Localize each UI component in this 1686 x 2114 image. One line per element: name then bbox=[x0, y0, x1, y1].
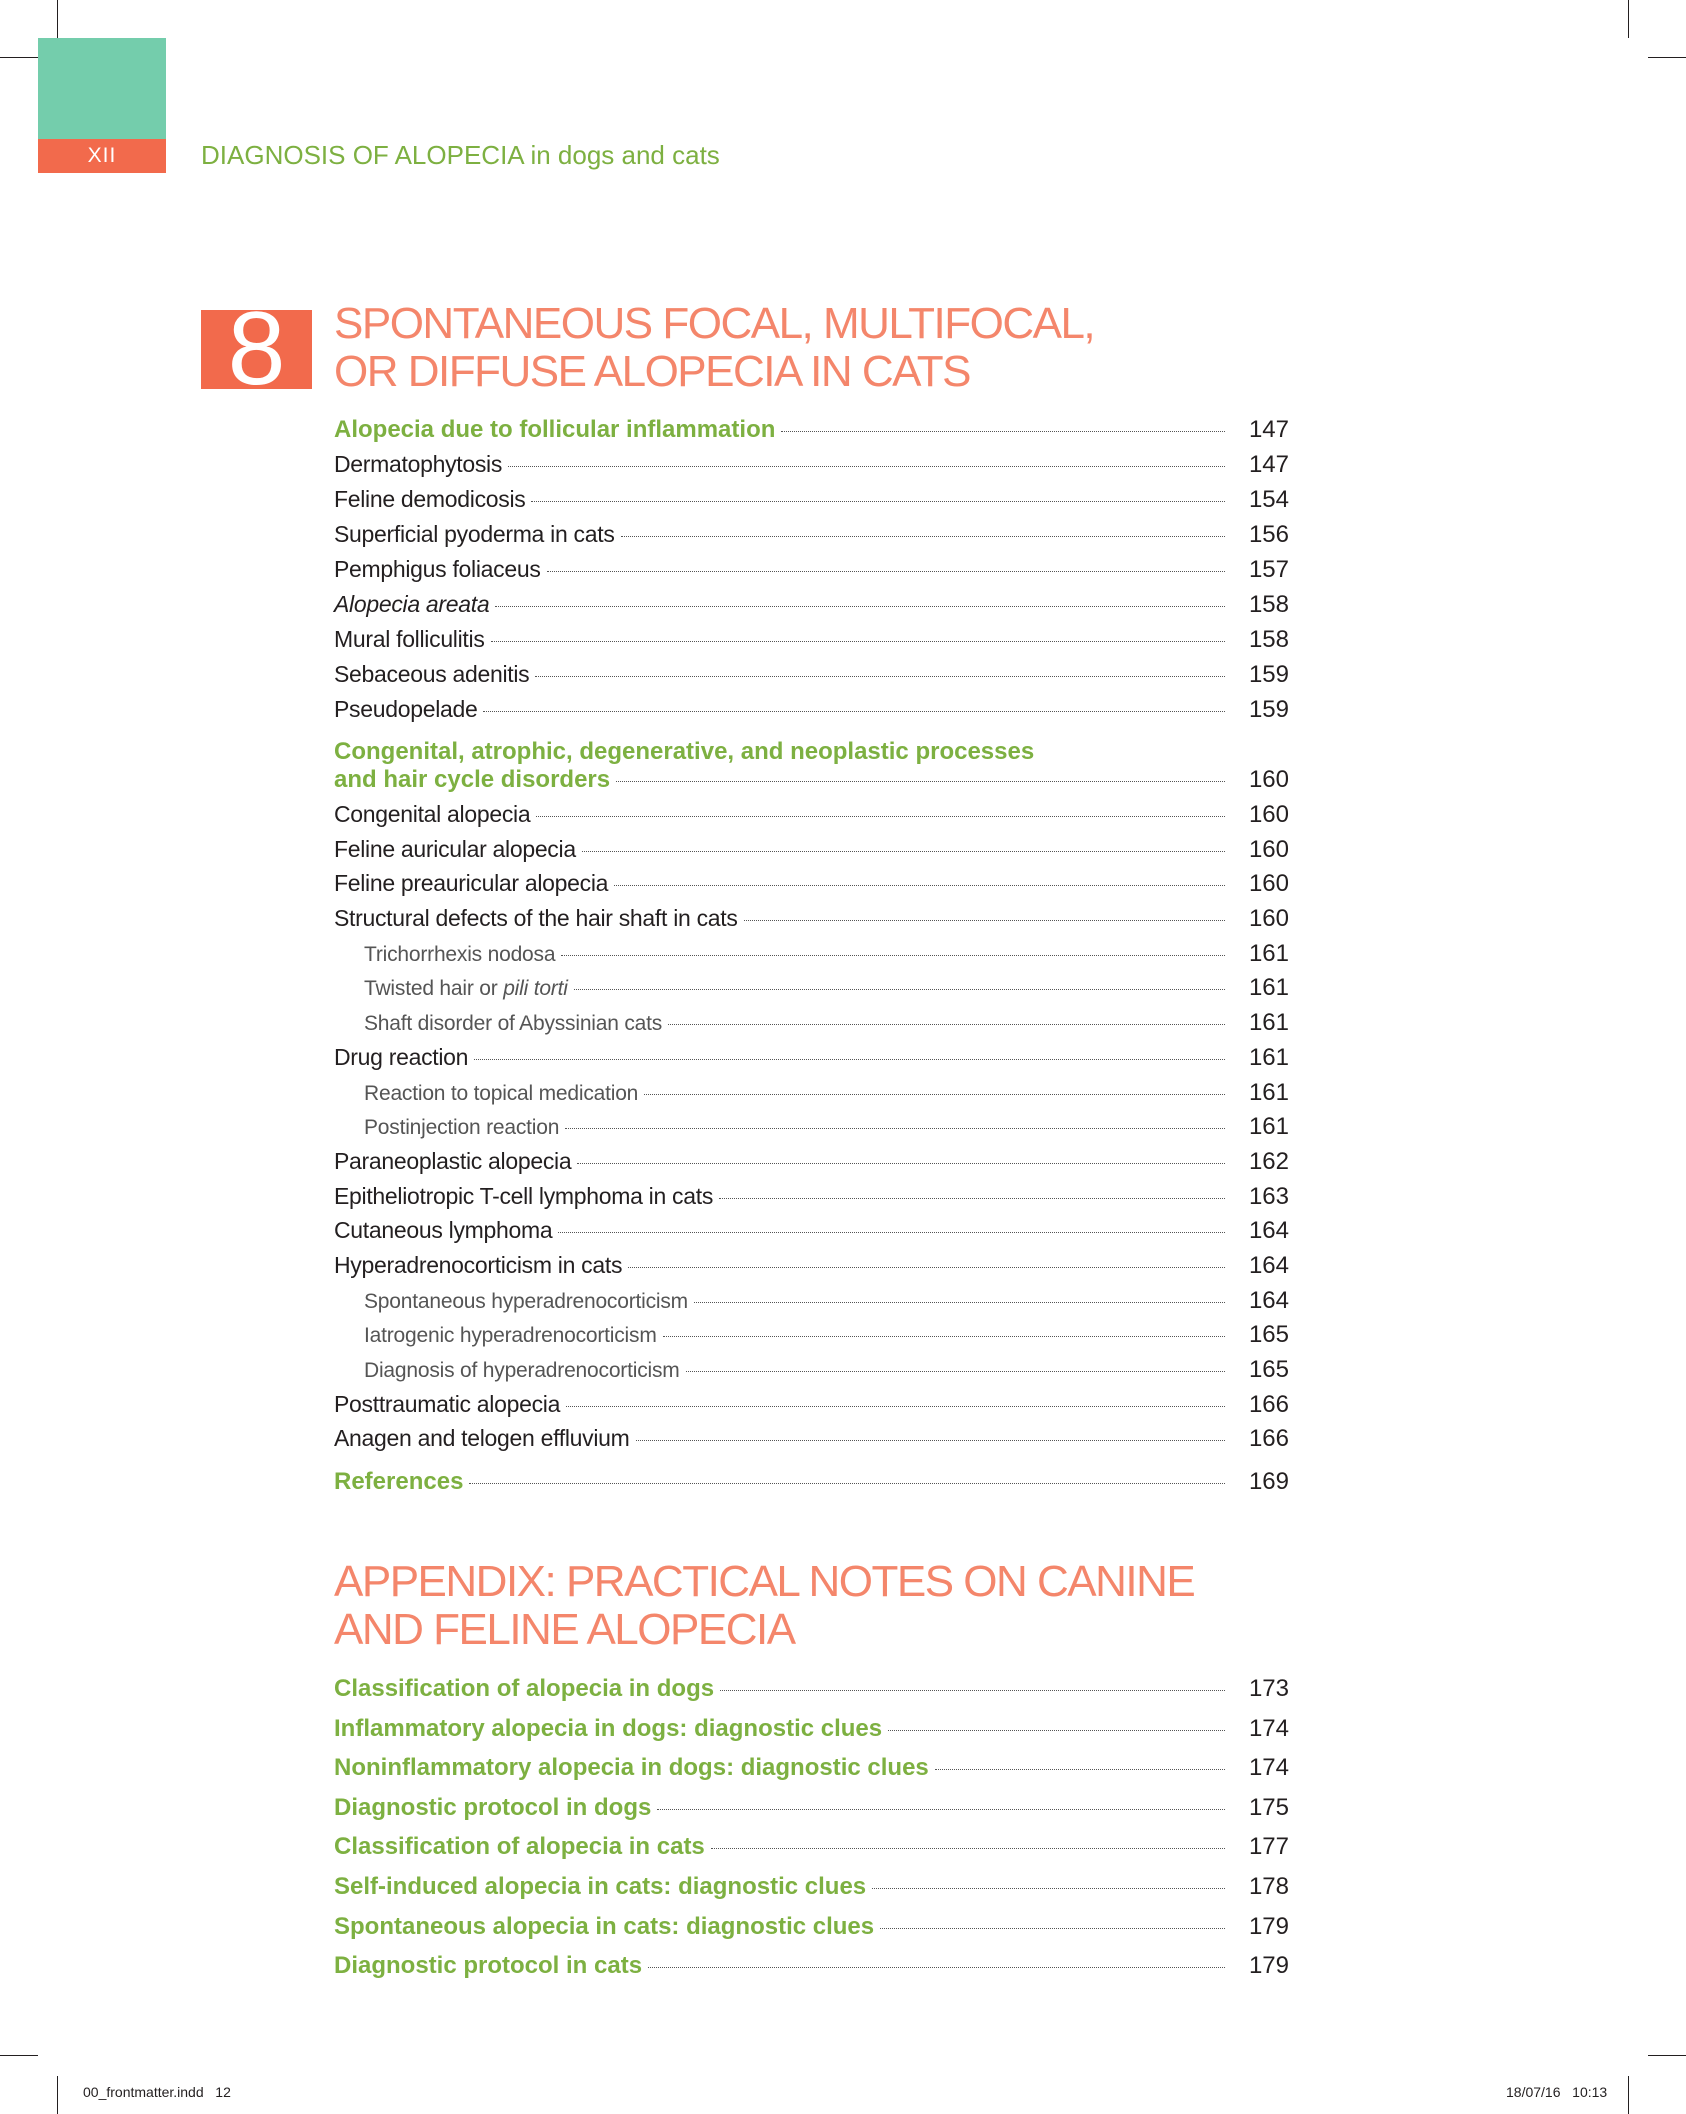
toc-leader bbox=[694, 1302, 1225, 1303]
toc-page-number: 158 bbox=[1248, 626, 1289, 653]
toc-page-number: 160 bbox=[1248, 905, 1289, 933]
toc-leader bbox=[536, 816, 1225, 817]
toc-leader bbox=[888, 1730, 1225, 1731]
toc-entry-label: Epitheliotropic T-cell lymphoma in cats bbox=[334, 1182, 714, 1209]
toc-page-number: 166 bbox=[1248, 1425, 1289, 1453]
crop-mark bbox=[1648, 2055, 1686, 2056]
toc-page-number: 161 bbox=[1248, 1043, 1289, 1071]
toc-leader bbox=[880, 1928, 1225, 1929]
toc-page-number: 160 bbox=[1248, 766, 1289, 793]
toc-entry-label: Feline preauricular alopecia bbox=[334, 870, 609, 897]
chapter-title-line: OR DIFFUSE ALOPECIA IN CATS bbox=[334, 347, 970, 396]
slug-timestamp: 18/07/16 10:13 bbox=[1506, 2084, 1608, 2100]
page-folio: XII bbox=[38, 139, 166, 173]
toc-section-heading[interactable] bbox=[334, 737, 1289, 802]
toc-entry-label: Congenital alopecia bbox=[334, 801, 531, 827]
toc-entry-label-text: Twisted hair or bbox=[364, 977, 504, 1001]
toc-leader bbox=[636, 1440, 1225, 1441]
toc-entry[interactable] bbox=[334, 974, 1289, 1009]
appendix-title-line: AND FELINE ALOPECIA bbox=[334, 1605, 795, 1654]
toc-page-number: 164 bbox=[1248, 1217, 1289, 1245]
toc-entry[interactable] bbox=[334, 1321, 1289, 1356]
toc-entry bbox=[334, 766, 1289, 802]
toc-leader bbox=[577, 1163, 1225, 1164]
toc-leader bbox=[561, 955, 1225, 956]
toc-page-number: 157 bbox=[1248, 556, 1289, 583]
toc-leader bbox=[616, 781, 1225, 782]
toc-entry-label: Classification of alopecia in cats bbox=[334, 1833, 705, 1861]
chapter-title-line: SPONTANEOUS FOCAL, MULTIFOCAL, bbox=[334, 299, 1095, 348]
toc-entry[interactable] bbox=[334, 416, 1289, 451]
toc-page-number: 161 bbox=[1248, 1009, 1289, 1037]
toc-entry[interactable] bbox=[334, 661, 1289, 696]
toc-leader bbox=[491, 641, 1225, 642]
toc-entry-label: Congenital, atrophic, degenerative, and neoplastic processes bbox=[334, 738, 1035, 765]
toc-page-number: 161 bbox=[1248, 939, 1289, 967]
toc-entry[interactable] bbox=[334, 1913, 1289, 1953]
appendix-title-line: APPENDIX: PRACTICAL NOTES ON CANINE bbox=[334, 1557, 1195, 1606]
toc-entry[interactable] bbox=[334, 1009, 1289, 1044]
toc-entry[interactable] bbox=[334, 940, 1289, 975]
toc-entry-label: Structural defects of the hair shaft in cats bbox=[334, 905, 738, 932]
toc-page-number: 169 bbox=[1248, 1468, 1289, 1495]
crop-mark bbox=[0, 2055, 38, 2056]
chapter-title bbox=[334, 300, 1094, 396]
toc-page-number: 147 bbox=[1248, 451, 1289, 478]
toc-entry[interactable] bbox=[334, 1873, 1289, 1913]
toc-entry-label: and hair cycle disorders bbox=[334, 766, 611, 793]
toc-entry[interactable] bbox=[334, 521, 1289, 556]
toc-entry[interactable] bbox=[334, 696, 1289, 731]
toc-leader bbox=[686, 1371, 1225, 1372]
toc-leader bbox=[558, 1232, 1225, 1233]
toc-leader bbox=[508, 466, 1225, 467]
toc-page-number: 156 bbox=[1248, 521, 1289, 548]
toc-entry-label: Cutaneous lymphoma bbox=[334, 1217, 553, 1244]
toc-leader bbox=[711, 1848, 1225, 1849]
toc-entry[interactable] bbox=[334, 591, 1289, 626]
toc-entry-label: Alopecia due to follicular inflammation bbox=[334, 416, 776, 443]
toc-entry[interactable] bbox=[334, 451, 1289, 486]
running-head bbox=[201, 140, 720, 171]
toc-entry[interactable] bbox=[334, 1754, 1289, 1794]
toc-page-number: 173 bbox=[1248, 1675, 1289, 1702]
toc-entry[interactable] bbox=[334, 486, 1289, 521]
header-color-block bbox=[38, 38, 166, 139]
toc-entry-label: Feline auricular alopecia bbox=[334, 835, 576, 862]
toc-leader bbox=[565, 1128, 1225, 1129]
toc-page-number: 161 bbox=[1248, 1113, 1289, 1141]
toc-page-number: 159 bbox=[1248, 696, 1289, 723]
book-title: DIAGNOSIS OF ALOPECIA bbox=[201, 140, 524, 170]
toc-entry[interactable] bbox=[334, 905, 1289, 940]
toc-entry-label: Paraneoplastic alopecia bbox=[334, 1147, 572, 1174]
toc-entry[interactable] bbox=[334, 1217, 1289, 1252]
toc-entry[interactable] bbox=[334, 1079, 1289, 1114]
toc-leader bbox=[720, 1690, 1225, 1691]
toc-page-number: 147 bbox=[1248, 416, 1289, 443]
toc-leader bbox=[644, 1094, 1225, 1095]
toc-page-number: 160 bbox=[1248, 835, 1289, 863]
toc-entry-label: Dermatophytosis bbox=[334, 451, 503, 477]
toc-entry-label: Alopecia areata bbox=[334, 591, 490, 617]
appendix-title bbox=[334, 1558, 1194, 1654]
toc-page-number: 160 bbox=[1248, 801, 1289, 828]
toc-page-number: 174 bbox=[1248, 1754, 1289, 1782]
toc-entry-label bbox=[334, 977, 568, 1001]
toc-entry[interactable] bbox=[334, 1183, 1289, 1218]
toc-entry-label: Drug reaction bbox=[334, 1043, 469, 1070]
toc-entry-label: Diagnosis of hyperadrenocorticism bbox=[364, 1359, 680, 1382]
toc-entry-label: Shaft disorder of Abyssinian cats bbox=[364, 1012, 663, 1036]
toc-page-number: 158 bbox=[1248, 591, 1289, 618]
toc-page-number: 174 bbox=[1248, 1714, 1289, 1742]
toc-leader bbox=[628, 1267, 1225, 1268]
toc-entry-label: Feline demodicosis bbox=[334, 486, 526, 512]
toc-page-number: 165 bbox=[1248, 1321, 1289, 1349]
crop-mark bbox=[0, 57, 38, 58]
toc-leader bbox=[663, 1336, 1225, 1337]
toc-entry-label: Noninflammatory alopecia in dogs: diagnostic clues bbox=[334, 1754, 929, 1782]
toc-page-number: 164 bbox=[1248, 1251, 1289, 1279]
toc-entry-label: Pemphigus foliaceus bbox=[334, 556, 541, 582]
chapter-toc bbox=[334, 416, 1289, 731]
toc-entry[interactable] bbox=[334, 1675, 1289, 1715]
toc-entry[interactable] bbox=[334, 1252, 1289, 1287]
crop-mark bbox=[57, 0, 58, 38]
toc-leader bbox=[614, 885, 1225, 886]
toc-page-number: 159 bbox=[1248, 661, 1289, 688]
toc-page-number: 178 bbox=[1248, 1872, 1289, 1900]
toc-entry[interactable] bbox=[334, 1391, 1289, 1426]
toc-entry-label: Self-induced alopecia in cats: diagnostic clues bbox=[334, 1872, 867, 1900]
toc-page-number: 166 bbox=[1248, 1390, 1289, 1418]
toc-leader bbox=[495, 606, 1225, 607]
toc-entry[interactable] bbox=[334, 870, 1289, 905]
toc-entry-label: Spontaneous alopecia in cats: diagnostic clues bbox=[334, 1912, 875, 1940]
toc-entry[interactable] bbox=[334, 1468, 1289, 1503]
toc-entry-label: Mural folliculitis bbox=[334, 626, 485, 652]
toc-entry[interactable] bbox=[334, 1113, 1289, 1148]
toc-entry[interactable] bbox=[334, 556, 1289, 591]
toc-entry[interactable] bbox=[334, 1715, 1289, 1755]
toc-page-number: 165 bbox=[1248, 1356, 1289, 1383]
toc-leader bbox=[574, 989, 1225, 990]
toc-entry[interactable] bbox=[334, 626, 1289, 661]
toc-entry[interactable] bbox=[334, 1952, 1289, 1992]
toc-page-number: 163 bbox=[1248, 1182, 1289, 1210]
toc-references bbox=[334, 1468, 1289, 1503]
toc-page-number: 179 bbox=[1248, 1912, 1289, 1940]
toc-leader bbox=[935, 1769, 1225, 1770]
toc-entry-label-italic: pili torti bbox=[503, 977, 568, 1001]
book-subtitle: in dogs and cats bbox=[530, 140, 720, 170]
toc-leader bbox=[469, 1483, 1225, 1484]
toc-entry-label: Inflammatory alopecia in dogs: diagnostic clues bbox=[334, 1714, 883, 1742]
toc-leader bbox=[719, 1198, 1225, 1199]
toc-entry-label: Classification of alopecia in dogs bbox=[334, 1675, 715, 1702]
toc-entry[interactable] bbox=[334, 1794, 1289, 1834]
chapter-toc-continued bbox=[334, 801, 1289, 1460]
toc-page-number: 175 bbox=[1248, 1793, 1289, 1821]
toc-leader bbox=[582, 851, 1225, 852]
toc-entry-label: Reaction to topical medication bbox=[364, 1081, 639, 1105]
toc-page-number: 161 bbox=[1248, 974, 1289, 1002]
toc-entry-label: Posttraumatic alopecia bbox=[334, 1390, 561, 1417]
toc-entry-label: Anagen and telogen effluvium bbox=[334, 1425, 630, 1452]
toc-leader bbox=[474, 1059, 1225, 1060]
toc-leader bbox=[872, 1888, 1225, 1889]
crop-mark bbox=[1628, 2076, 1629, 2114]
toc-leader bbox=[668, 1024, 1225, 1025]
toc-page-number: 161 bbox=[1248, 1078, 1289, 1106]
toc-entry-label: Sebaceous adenitis bbox=[334, 661, 530, 687]
toc-leader bbox=[535, 676, 1225, 677]
toc-entry-label: Trichorrhexis nodosa bbox=[364, 942, 556, 966]
crop-mark bbox=[1628, 0, 1629, 38]
appendix-toc bbox=[334, 1675, 1289, 1992]
toc-entry-label: Diagnostic protocol in cats bbox=[334, 1952, 643, 1980]
toc-entry[interactable] bbox=[334, 1148, 1289, 1183]
toc-entry-label: References bbox=[334, 1468, 464, 1495]
toc-entry[interactable] bbox=[334, 1833, 1289, 1873]
toc-page-number: 154 bbox=[1248, 486, 1289, 513]
toc-entry[interactable] bbox=[334, 1044, 1289, 1079]
crop-mark bbox=[1648, 57, 1686, 58]
toc-page-number: 162 bbox=[1248, 1147, 1289, 1175]
toc-entry[interactable] bbox=[334, 1287, 1289, 1322]
toc-page-number: 160 bbox=[1248, 870, 1289, 898]
toc-leader bbox=[547, 571, 1225, 572]
toc-leader bbox=[621, 536, 1225, 537]
toc-entry[interactable] bbox=[334, 801, 1289, 836]
toc-leader bbox=[483, 711, 1225, 712]
toc-entry-label: Diagnostic protocol in dogs bbox=[334, 1793, 652, 1821]
toc-entry[interactable] bbox=[334, 1356, 1289, 1391]
crop-mark bbox=[57, 2076, 58, 2114]
toc-leader bbox=[531, 501, 1225, 502]
toc-leader bbox=[781, 431, 1225, 432]
toc-entry-label: Pseudopelade bbox=[334, 696, 478, 722]
toc-entry-label: Hyperadrenocorticism in cats bbox=[334, 1251, 623, 1278]
toc-entry-label: Superficial pyoderma in cats bbox=[334, 521, 615, 547]
toc-page-number: 179 bbox=[1248, 1952, 1289, 1980]
toc-page-number: 177 bbox=[1248, 1833, 1289, 1861]
toc-entry-label: Spontaneous hyperadrenocorticism bbox=[364, 1289, 688, 1313]
toc-entry[interactable] bbox=[334, 1425, 1289, 1460]
toc-page-number: 164 bbox=[1248, 1286, 1289, 1314]
toc-leader bbox=[648, 1967, 1225, 1968]
toc-entry-label: Postinjection reaction bbox=[364, 1116, 560, 1140]
toc-leader bbox=[744, 920, 1225, 921]
slug-filename: 00_frontmatter.indd 12 bbox=[83, 2084, 231, 2100]
toc-leader bbox=[657, 1809, 1225, 1810]
toc-entry[interactable] bbox=[334, 836, 1289, 871]
toc-leader bbox=[566, 1406, 1225, 1407]
toc-entry-label: Iatrogenic hyperadrenocorticism bbox=[364, 1324, 657, 1348]
chapter-number: 8 bbox=[201, 310, 312, 389]
